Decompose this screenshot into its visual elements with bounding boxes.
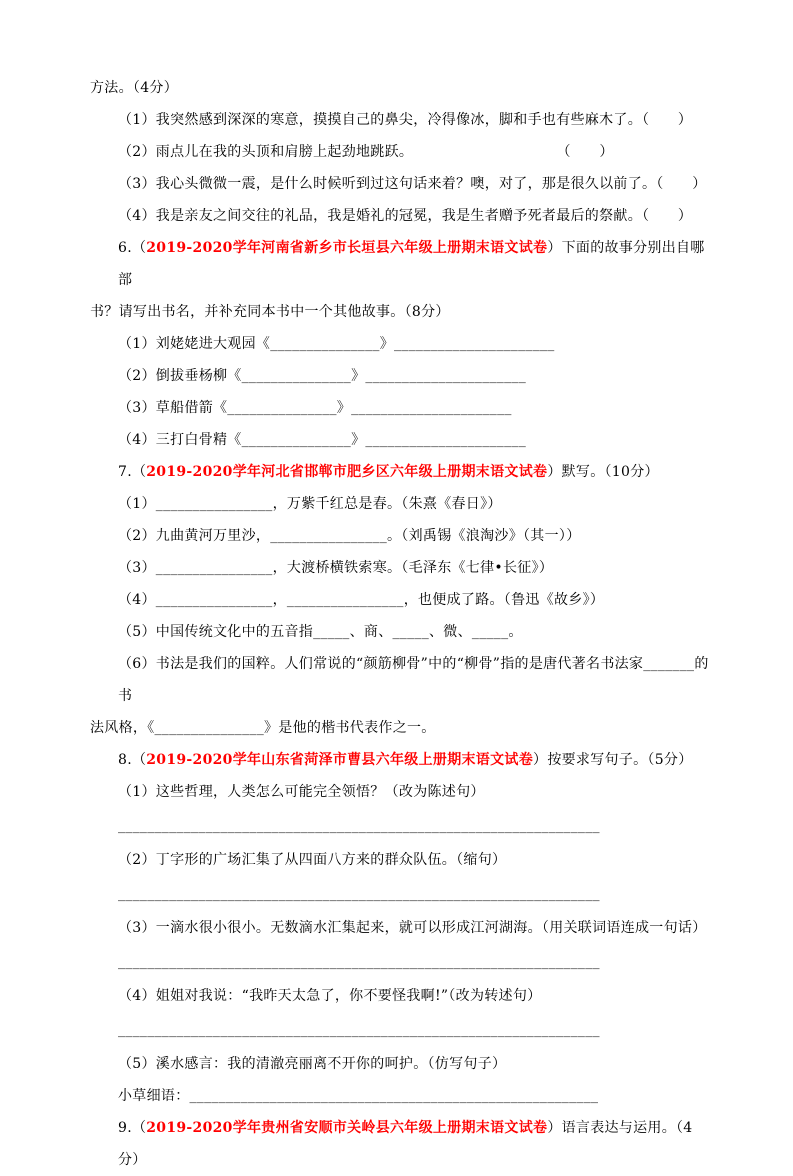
text-line [90,328,710,360]
text-run: （1）刘姥姥进大观园《_______________》______________________ [118,336,555,352]
text-run: 6.（ [118,240,147,256]
text-line [90,232,710,296]
answer-rule-line [90,876,710,912]
text-run: ）下面的故事分别出自哪部 [118,240,705,288]
text-run: （1）________________，万紫千红总是春。（朱熹《春日》） [118,496,502,512]
text-line [90,844,710,876]
text-line [90,520,710,552]
text-line [90,104,710,136]
text-run: （1）这些哲理，人类怎么可能完全领悟？（改为陈述句） [118,784,485,800]
text-run: （2）倒拔垂杨柳《_______________》______________________ [118,368,527,384]
text-run: ）按要求写句子。（5分） [533,752,693,768]
text-run: 9.（ [118,1120,147,1136]
text-run: （5）中国传统文化中的五音指_____、商、_____、微、_____。 [118,624,523,640]
text-run: __________________________________________________________________ [118,818,600,834]
text-run: （3）一滴水很小很小。无数滴水汇集起来，就可以形成江河湖海。（用关联词语连成一句话） [118,920,707,936]
text-line [90,296,710,328]
text-line [90,980,710,1012]
text-line [90,712,710,744]
exam-source-citation: 2019-2020学年山东省菏泽市曹县六年级上册期末语文试卷 [146,752,534,768]
text-line [90,1080,710,1112]
text-run: （1）我突然感到深深的寒意，摸摸自己的鼻尖，冷得像冰，脚和手也有些麻木了。（ ） [118,112,693,128]
text-run: （4）________________，________________，也便成了路。（鲁迅《故乡》） [118,592,605,608]
document-content [90,72,710,1176]
text-run: ）语言表达与运用。（4分） [118,1120,693,1168]
text-line [90,360,710,392]
text-line [90,72,710,104]
text-run: 法风格，《_______________》是他的楷书代表作之一。 [90,720,436,736]
text-run: 8.（ [118,752,147,768]
text-run: （3）我心头微微一震，是什么时候听到过这句话来着？噢，对了，那是很久以前了。（ ） [118,176,707,192]
text-run: （5）溪水感言：我的清澈亮丽离不开你的呵护。（仿写句子） [118,1056,507,1072]
text-run: __________________________________________________________________ [118,1022,600,1038]
text-line [90,552,710,584]
text-run: 书？请写出书名，并补充同本书中一个其他故事。（8分） [90,304,450,320]
text-run: （3）________________，大渡桥横铁索寒。（毛泽东《七律•长征》） [118,560,554,576]
exam-source-citation: 2019-2020学年贵州省安顺市关岭县六年级上册期末语文试卷 [146,1120,548,1136]
text-line [90,648,710,712]
text-run: （2）丁字形的广场汇集了从四面八方来的群众队伍。（缩句） [118,852,507,868]
text-line [90,424,710,456]
exam-source-citation: 2019-2020学年河南省新乡市长垣县六年级上册期末语文试卷 [146,240,548,256]
text-run: ________________________________________________________ [189,1088,599,1104]
text-run: （6）书法是我们的国粹。人们常说的“颜筋柳骨”中的“柳骨”指的是唐代著名书法家_______的书 [118,656,709,704]
text-line [90,744,710,776]
text-run: 7.（ [118,464,147,480]
text-line [90,392,710,424]
text-line [90,912,710,944]
exam-source-citation: 2019-2020学年河北省邯郸市肥乡区六年级上册期末语文试卷 [146,464,548,480]
text-run: （4）我是亲友之间交往的礼品，我是婚礼的冠冕，我是生者赠予死者最后的祭献。（ ） [118,208,693,224]
text-line [90,456,710,488]
text-run: （4）三打白骨精《_______________》______________________ [118,432,527,448]
text-run: （3）草船借箭《_______________》______________________ [118,400,512,416]
text-line [90,616,710,648]
text-run: （4）姐姐对我说：“我昨天太急了，你不要怪我啊!”（改为转述句） [118,988,542,1004]
answer-rule-line [90,808,710,844]
text-run: 方法。（4分） [90,80,179,96]
text-line [90,200,710,232]
text-line [90,584,710,616]
text-run: ）默写。（10分） [547,464,659,480]
answer-rule-line [90,944,710,980]
text-line [90,168,710,200]
text-line [90,776,710,808]
text-run: __________________________________________________________________ [118,886,600,902]
text-line [90,136,710,168]
text-run: （2）九曲黄河万里沙，________________。（刘禹锡《浪淘沙》（其一）） [118,528,581,544]
text-run: 小草细语： [118,1088,190,1104]
text-run: __________________________________________________________________ [118,954,600,970]
answer-rule-line [90,1012,710,1048]
text-run: （2）雨点儿在我的头顶和肩膀上起劲地跳跃。 （ ） [118,144,614,160]
text-line [90,488,710,520]
text-line [90,1048,710,1080]
